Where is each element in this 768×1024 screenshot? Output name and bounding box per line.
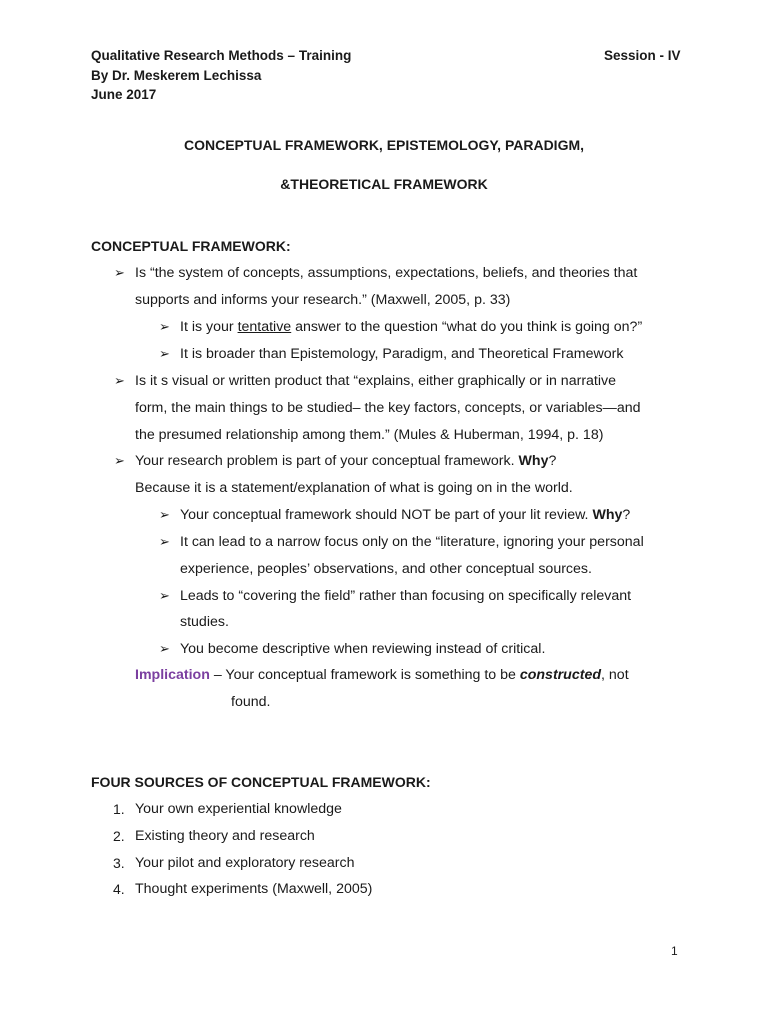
subbullet-tentative <box>180 318 642 336</box>
bullet-3-line2: Because it is a statement/explanation of what is going on in the world. <box>135 480 573 496</box>
page-title-line1: CONCEPTUAL FRAMEWORK, EPISTEMOLOGY, PARADIGM, <box>183 137 585 153</box>
implication-line2: found. <box>231 694 271 710</box>
text-fragment: Your research problem is part of your conceptual framework. <box>135 453 519 469</box>
arrow-bullet-icon: ➢ <box>114 265 125 280</box>
arrow-bullet-icon: ➢ <box>159 319 170 334</box>
text-fragment: ? <box>548 453 557 469</box>
subbullet-lit-review <box>180 506 630 524</box>
list-item: Your pilot and exploratory research <box>135 855 355 871</box>
bold-word: Why <box>518 453 549 469</box>
list-item-number: 2. <box>113 828 125 844</box>
text-fragment: – Your conceptual framework is something to be <box>209 667 520 683</box>
text-fragment: ? <box>622 507 631 523</box>
implication-line1 <box>135 666 629 684</box>
arrow-bullet-icon: ➢ <box>159 507 170 522</box>
bold-italic-word: constructed <box>519 667 602 683</box>
header-course: Qualitative Research Methods – Training <box>91 48 352 63</box>
bullet-2-line2: form, the main things to be studied– the key factors, concepts, or variables—and <box>135 400 641 416</box>
page-number: 1 <box>671 944 678 958</box>
text-fragment: It is your <box>180 319 238 335</box>
bullet-2-line1: Is it s visual or written product that “explains, either graphically or in narrative <box>135 373 617 389</box>
bullet-2-line3: the presumed relationship among them.” (Mules & Huberman, 1994, p. 18) <box>135 427 604 443</box>
text-fragment: , not <box>601 667 629 683</box>
arrow-bullet-icon: ➢ <box>159 588 170 603</box>
subbullet-narrow-focus-line1: It can lead to a narrow focus only on the “literature, ignoring your personal <box>180 534 644 550</box>
implication-label: Implication <box>135 667 210 683</box>
subbullet-descriptive: You become descriptive when reviewing instead of critical. <box>180 641 546 657</box>
arrow-bullet-icon: ➢ <box>114 373 125 388</box>
arrow-bullet-icon: ➢ <box>159 641 170 656</box>
list-item: Existing theory and research <box>135 828 315 844</box>
underlined-word: tentative <box>237 319 292 335</box>
list-item-number: 1. <box>113 801 125 817</box>
text-fragment: answer to the question “what do you think is going on?” <box>291 319 643 335</box>
list-item-number: 4. <box>113 881 125 897</box>
list-item-number: 3. <box>113 855 125 871</box>
list-item: Thought experiments (Maxwell, 2005) <box>135 881 373 897</box>
bullet-1-line1: Is “the system of concepts, assumptions, expectations, beliefs, and theories that <box>135 265 638 281</box>
header-author: By Dr. Meskerem Lechissa <box>91 68 262 83</box>
section-heading-conceptual-framework: CONCEPTUAL FRAMEWORK: <box>91 238 291 254</box>
list-item: Your own experiential knowledge <box>135 801 342 817</box>
section-heading-four-sources: FOUR SOURCES OF CONCEPTUAL FRAMEWORK: <box>91 774 431 790</box>
subbullet-covering-field-line1: Leads to “covering the field” rather than focusing on specifically relevant <box>180 588 632 604</box>
bullet-3-line1 <box>135 452 556 470</box>
header-session: Session - IV <box>604 48 681 63</box>
subbullet-broader: It is broader than Epistemology, Paradigm, and Theoretical Framework <box>180 346 624 362</box>
bold-word: Why <box>592 507 623 523</box>
subbullet-covering-field-line2: studies. <box>180 614 229 630</box>
arrow-bullet-icon: ➢ <box>159 346 170 361</box>
arrow-bullet-icon: ➢ <box>159 534 170 549</box>
page-title-line2: &THEORETICAL FRAMEWORK <box>280 176 488 192</box>
bullet-1-line2: supports and informs your research.” (Maxwell, 2005, p. 33) <box>135 292 511 308</box>
text-fragment: Your conceptual framework should NOT be part of your lit review. <box>180 507 593 523</box>
header-date: June 2017 <box>91 87 157 102</box>
subbullet-narrow-focus-line2: experience, peoples’ observations, and other conceptual sources. <box>180 561 592 577</box>
arrow-bullet-icon: ➢ <box>114 453 125 468</box>
